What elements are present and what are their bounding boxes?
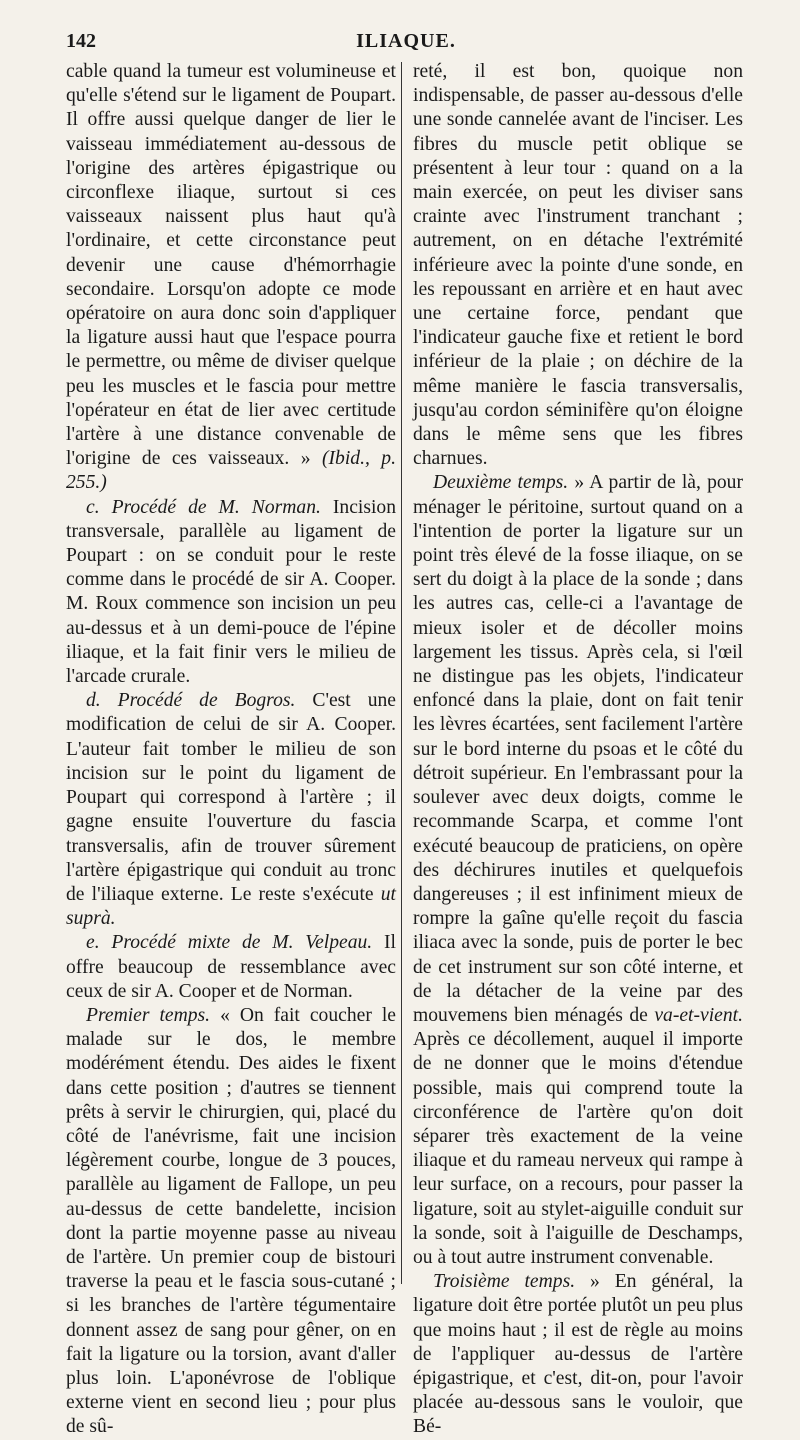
paragraph-procede-bogros bbox=[66, 689, 396, 931]
paragraph-text: « On fait coucher le malade sur le dos, le membre modérément étendu. Des aides le fixent dans cette position ; d'autres se tiennent prêts à servir le chirurgien, qui, placé du côté de l'anévrisme, fait une incision légèrement courbe, longue de 3 pouces, parallèle au ligament de Fallope, un peu au-dessus de cette bandelette, incision dont la partie moyenne passe au niveau de l'artère. Un premier coup de bistouri traverse la peau et le fascia sous-cutané ; si les branches de l'artère tégumentaire donnent assez de sang pour gêner, on en fait la ligature ou la torsion, avant d'aller plus loin. L'aponévrose de l'oblique externe vient en second lieu ; pour plus de sû- bbox=[66, 1004, 396, 1438]
right-column bbox=[413, 60, 744, 1438]
section-label: c. Procédé de M. Norman. bbox=[86, 496, 321, 518]
column-divider bbox=[401, 62, 402, 1284]
paragraph-continuation bbox=[66, 60, 396, 496]
paragraph-deuxieme-temps bbox=[413, 471, 743, 1270]
citation: (Ibid., p. 255.) bbox=[66, 448, 397, 494]
paragraph-text: C'est une modification de celui de sir A. Cooper. L'auteur fait tomber le milieu de son incision sur le point du ligament de Poupart qui correspond à l'artère ; il gagne ensuite l'ouverture du fascia transversalis, afin de trouver sûrement l'artère épigastrique qui conduit au tronc de l'iliaque externe. Le reste s'exécute bbox=[66, 690, 396, 905]
paragraph-text: Il offre beaucoup de ressemblance avec ceux de sir A. Cooper et de Norman. bbox=[66, 932, 396, 1002]
left-column bbox=[66, 60, 397, 1438]
paragraph-continuation bbox=[413, 60, 743, 471]
paragraph-premier-temps bbox=[66, 1004, 396, 1440]
paragraph-text: » En général, la ligature doit être portée plutôt un peu plus que moins haut ; il est de règle au moins de l'appliquer au-dessus de l'artère épigastrique, et c'est, dit-on, pour l'avoir placée au-dessous sans le vouloir, que Bé- bbox=[413, 1271, 744, 1438]
paragraph-text: » A partir de là, pour ménager le péritoine, surtout quand on a l'intention de porter la ligature sur un point très élevé de la fosse iliaque, on se sert du doigt à la place de la sonde ; dans les autres cas, celle-ci a l'avantage de mieux isoler et de décoller moins largement les tissus. Après cela, si l'œil ne distingue pas les objets, l'indicateur enfoncé dans la plaie, dont on fait tenir les lèvres écartées, sent facilement l'artère sur le bord interne du psoas et le côté du détroit supérieur. En l'embrassant pour la soulever avec deux doigts, comme le recommande Scarpa, et comme l'ont exécuté beaucoup de praticiens, on opère des déchirures inutiles et quelquefois dangereuses ; il est infiniment mieux de rompre la gaîne qu'elle reçoit du fascia iliaca avec la sonde, puis de porter le bec de cet instrument sur son côté interne, et de la détacher de la veine par des mouvemens bien ménagés de bbox=[413, 472, 743, 1026]
page-number: 142 bbox=[66, 30, 96, 52]
paragraph-text: Incision transversale, parallèle au ligament de Poupart : on se conduit pour le reste comme dans le procédé de sir A. Cooper. M. Roux commence son incision un peu au-dessus et à un demi-pouce de l'épine iliaque, et la fait finir vers le milieu de l'arcade crurale. bbox=[66, 496, 396, 688]
section-label: Premier temps. bbox=[86, 1004, 211, 1026]
italic-phrase: va-et-vient. bbox=[654, 1004, 743, 1026]
page-header bbox=[66, 30, 746, 58]
section-label: d. Procédé de Bogros. bbox=[86, 690, 296, 712]
running-title: ILIAQUE. bbox=[356, 30, 456, 52]
paragraph-procede-velpeau bbox=[66, 931, 396, 1004]
section-label: e. Procédé mixte de M. Velpeau. bbox=[86, 932, 373, 954]
paragraph-text: cable quand la tumeur est volumineuse et qu'elle s'étend sur le ligament de Poupart. Il offre aussi quelque danger de lier le vaisseau immédiatement au-dessous de l'origine des artères épigastrique ou circonflexe iliaque, surtout si ces vaisseaux naissent plus haut qu'à l'ordinaire, et cette circonstance peut devenir une cause d'hémorrhagie secondaire. Lorsqu'on adopte ce mode opératoire on aura donc soin d'appliquer la ligature aussi haut que l'espace pourra le permettre, ou même de diviser quelque peu les muscles et le fascia pour mettre l'opérateur en état de lier avec certitude l'artère à une distance convenable de l'origine de ces vaisseaux. » bbox=[66, 61, 396, 470]
paragraph-text: reté, il est bon, quoique non indispensable, de passer au-dessous d'elle une sonde cannelée avant de l'inciser. Les fibres du muscle petit oblique se présentent à leur tour : quand on a la main exercée, on peut les diviser sans crainte avec l'instrument tranchant ; autrement, on en détache l'extrémité inférieure avec la pointe d'une sonde, en les repoussant en arrière et en haut avec une certaine force, pendant que l'indicateur gauche fixe et retient le bord inférieur de la plaie ; on déchire de la même manière le fascia transversalis, jusqu'au cordon séminifère qu'on éloigne dans le même sens que les fibres charnues. bbox=[413, 61, 743, 470]
paragraph-procede-norman bbox=[66, 496, 396, 690]
section-label: Troisième temps. bbox=[433, 1271, 576, 1293]
section-label: Deuxième temps. bbox=[433, 472, 569, 494]
paragraph-troisieme-temps bbox=[413, 1270, 743, 1439]
paragraph-text: Après ce décollement, auquel il importe de ne donner que le moins d'étendue possible, mais qui comprend toute la circonférence de l'artère qu'on doit séparer très exactement de la veine iliaque et du rameau nerveux qui rampe à leur surface, on a recours, pour passer la ligature, soit au stylet-aiguille conduit sur la sonde, soit à l'aiguille de Deschamps, ou à tout autre instrument convenable. bbox=[413, 1029, 743, 1268]
italic-phrase: ut suprà. bbox=[66, 883, 396, 930]
